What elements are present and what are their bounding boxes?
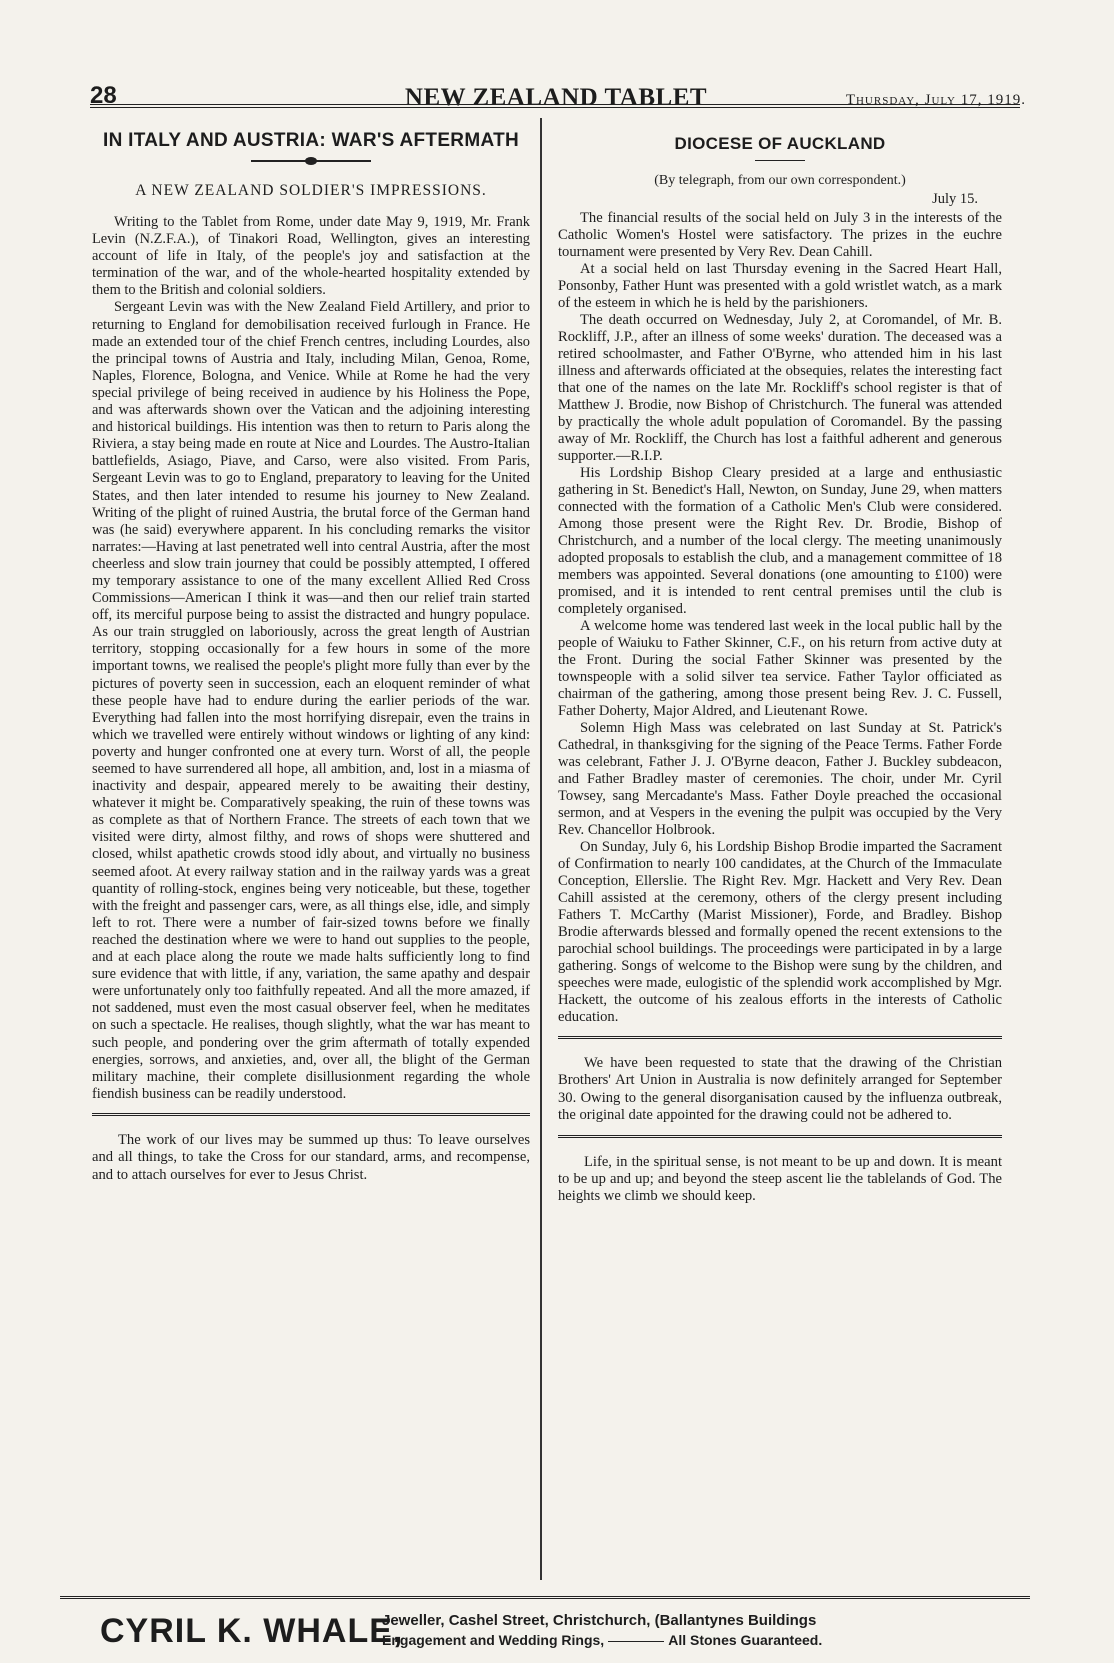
issue-date: Thursday, July 17, 1919.	[845, 92, 1026, 108]
left-column	[92, 118, 530, 1184]
right-paragraph: A welcome home was tendered last week in the local public hall by the people of Waiuku to Father Skinner, C.F., on his return from active duty at the Front. During the social Father Skinner was presented by the townspeople with a solid silver tea service. Father Taylor officiated as chairman of the gathering, among those present being Rev. J. C. Fussell, Father Doherty, Major Aldred, and Lieutenant Rowe.	[558, 618, 1002, 719]
spiritual-note: Life, in the spiritual sense, is not meant to be up and down. It is meant to be up and up; and beyond the steep ascent lie the tablelands of God. The heights we climb we should keep.	[558, 1153, 1002, 1205]
masthead	[86, 72, 1026, 111]
right-paragraph: The death occurred on Wednesday, July 2, at Coromandel, of Mr. B. Rockliff, J.P., after an illness of some weeks' duration. The deceased was a retired schoolmaster, and Father O'Byrne, who attended him in his last illness and afterwards officiated at the obsequies, relates the interesting fact that one of the names on the late Mr. Rockliff's school register is that of Matthew J. Brodie, now Bishop of Christchurch. The funeral was attended by practically the whole adult population of Coromandel. By the passing away of Mr. Rockliff, the Church has lost a faithful adherent and generous supporter.—R.I.P.	[558, 312, 1002, 464]
right-paragraph: The financial results of the social held on July 3 in the interests of the Catholic Women's Hostel were satisfactory. The prizes in the euchre tournament were presented by Very Rev. Dean Cahill.	[558, 210, 1002, 260]
right-paragraph: At a social held on last Thursday evening in the Sacred Heart Hall, Ponsonby, Father Hunt was presented with a gold wristlet watch, as a mark of the esteem in which he is held by the parishioners.	[558, 261, 1002, 311]
advert-name: CYRIL K. WHALE,	[100, 1612, 404, 1650]
closing-note: The work of our lives may be summed up thus: To leave ourselves and all things, to take the Cross for our standard, arms, and recompense, and to attach ourselves for ever to Jesus Christ.	[92, 1131, 530, 1183]
headline-ornament	[251, 158, 371, 164]
right-paragraph: Solemn High Mass was celebrated on last Sunday at St. Patrick's Cathedral, in thanksgiving for the signing of the Peace Terms. Father Forde was celebrant, Father J. J. O'Byrne deacon, Father J. Buckley subdeacon, and Father Bradley master of ceremonies. The choir, under Mr. Cyril Towsey, sang Mercadante's Mass. Father Doyle preached the occasional sermon, and at Vespers in the evening the pulpit was occupied by the Very Rev. Chancellor Holbrook.	[558, 720, 1002, 838]
advert-guarantee: All Stones Guaranteed.	[668, 1632, 823, 1648]
column-divider	[540, 118, 542, 1580]
masthead-rule	[90, 104, 1020, 108]
jeweller-advert	[100, 1612, 1040, 1656]
right-paragraph: On Sunday, July 6, his Lordship Bishop Brodie imparted the Sacrament of Confirmation to nearly 100 candidates, at the Church of the Immaculate Conception, Ellerslie. The Right Rev. Mgr. Hackett and Very Rev. Dean Cahill assisted at the ceremony, others of the clergy present including Fathers T. McCarthy (Marist Missioner), Forde, and Bradley. Bishop Brodie afterwards blessed and formally opened the recent extensions to the parochial school buildings. The proceedings were participated in by a large gathering. Songs of welcome to the Bishop were sung by the children, and speeches were made, eulogistic of the splendid work accomplished by Mgr. Hackett, the outcome of his zealous efforts in the interests of Catholic education.	[558, 839, 1002, 1025]
right-headline: DIOCESE OF AUCKLAND	[674, 134, 886, 153]
left-paragraph: Writing to the Tablet from Rome, under date May 9, 1919, Mr. Frank Levin (N.Z.F.A.), of Tinakori Road, Wellington, gives an interesting account of life in Italy, of the people's joy and satisfaction at the termination of the war, and of the whole-hearted hospitality extended by them to the British and colonial soldiers.	[92, 214, 530, 299]
section-rule	[558, 1135, 1002, 1138]
advert-rings: Engagement and Wedding Rings,	[382, 1632, 605, 1648]
footer-rule	[60, 1596, 1030, 1599]
newspaper-title: NEW ZEALAND TABLET	[404, 84, 708, 111]
left-paragraph: Sergeant Levin was with the New Zealand Field Artillery, and prior to returning to England for demobilisation received furlough in France. He made an extended tour of the chief French centres, including Lourdes, also the principal towns of Austria and Italy, including Milan, Genoa, Rome, Naples, Florence, Bologna, and Venice. While at Rome he had the very special privilege of being received in audience by his Holiness the Pope, and was afterwards shown over the Vatican and the adjoining interesting and historical buildings. His intention was then to return to Paris along the Riviera, a stay being made en route at Nice and Lourdes. The Austro-Italian battlefields, Asiago, Piave, and Carso, were also visited. From Paris, Sergeant Levin was to go to England, preparatory to leaving for the United States, and then later intended to resume his journey to New Zealand. Writing of the plight of ruined Austria, the brutal force of the German hand was (he said) everywhere apparent. In his concluding remarks the visitor narrates:—Having at last penetrated well into central Austria, after the most cheerless and slow train journey that could be possibly attempted, I offered my temporary assistance to one of the many excellent Allied Red Cross Commissions—American I think it was—and then our relief train started off, its merciful purpose being to assist the distracted and hungry populace. As our train struggled on laboriously, across the great length of Austrian territory, stopping occasionally for a few hours in some of the more important towns, we realised the people's plight more fully than ever by the pictures of poverty seen in succession, each an eloquent reminder of what these people have had to endure during the earlier periods of the war. Everything had fallen into the most horrifying disrepair, even the trains in which we travelled were entirely without windows or lighting of any kind: poverty and hunger confronted one at every turn. Worst of all, the people seemed to have surrendered all hope, all ambition, and, lost in a miasma of inactivity and despair, appeared merely to be awaiting their destiny, whatever it might be. Comparatively speaking, the ruin of these towns was as complete as that of Northern France. The streets of each town that we visited were dirty, almost filthy, and rows of shops were shuttered and closed, whilst apathetic crowds stood idly about, and virtually no business seemed afoot. At every railway station and in the railway yards was a great quantity of rolling-stock, engines being very noticeable, but these, together with the freight and passenger cars, were, as all things else, idle, and simply left to rot. There were a number of fair-sized towns before we finally reached the destination where we were to hand out supplies to the people, and at each place along the route we made halts sufficiently long to find sure evidence that with little, if any, variation, the same apathy and despair were unfortunately only too faithfully repeated. And all the more amazed, if not saddened, must even the most casual observer feel, when he meditates on such a spectacle. He realises, though slightly, what the war has meant to such people, and pondering over the grim aftermath of totally expended energies, sorrows, and anxieties, and, over all, the blight of the German military machine, their complete disillusionment regarding the whole fiendish business can be readily understood.	[92, 299, 530, 1102]
headline-rule	[755, 160, 805, 161]
section-rule	[558, 1036, 1002, 1039]
right-column	[558, 118, 1002, 1206]
dateline: July 15.	[932, 191, 978, 207]
left-subhead: A NEW ZEALAND SOLDIER'S IMPRESSIONS.	[135, 182, 487, 199]
section-rule	[92, 1113, 530, 1116]
advert-dash	[608, 1641, 664, 1642]
art-union-note: We have been requested to state that the drawing of the Christian Brothers' Art Union in Australia is now definitely arranged for September 30. Owing to the general disorganisation caused by the influenza outbreak, the original date appointed for the drawing could not be adhered to.	[558, 1055, 1002, 1124]
page-number: 28	[90, 82, 117, 109]
right-paragraph: His Lordship Bishop Cleary presided at a large and enthusiastic gathering in St. Benedict's Hall, Newton, on Sunday, June 29, when matters connected with the formation of a Catholic Men's Club were considered. Among those present were the Right Rev. Dr. Brodie, Bishop of Christchurch, and a number of the local clergy. The meeting unanimously adopted proposals to establish the club, and a management committee of 18 members was appointed. Several donations (one amounting to £100) were promised, and it is intended to rent central premises until the club is completely organised.	[558, 465, 1002, 617]
advert-tagline	[382, 1632, 822, 1648]
left-headline: IN ITALY AND AUSTRIA: WAR'S AFTERMATH	[102, 130, 519, 151]
advert-address: Jeweller, Cashel Street, Christchurch, (Ballantynes Buildings	[382, 1612, 817, 1629]
byline: (By telegraph, from our own correspondent.)	[654, 173, 906, 188]
